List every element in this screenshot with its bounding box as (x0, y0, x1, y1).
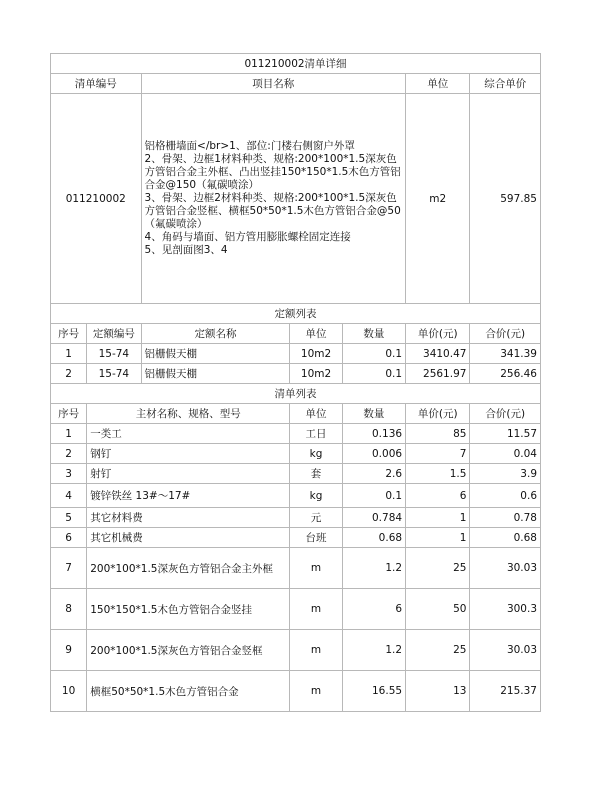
material-unit: kg (290, 444, 342, 464)
material-name: 射钉 (87, 464, 290, 484)
quota-unitprice: 3410.47 (406, 344, 470, 364)
material-unitprice: 6 (406, 484, 470, 508)
title-row (51, 54, 541, 74)
item-unit: m2 (406, 94, 470, 304)
material-index: 2 (51, 444, 87, 464)
material-name: 150*150*1.5木色方管铝合金竖挂 (87, 589, 290, 630)
material-total: 0.68 (470, 528, 541, 548)
quota-header-name: 定额名称 (141, 324, 290, 344)
material-unit: kg (290, 484, 342, 508)
material-index: 3 (51, 464, 87, 484)
quota-name: 铝栅假天棚 (141, 344, 290, 364)
material-index: 9 (51, 630, 87, 671)
table-row (51, 630, 541, 671)
quota-qty: 0.1 (342, 344, 405, 364)
material-index: 8 (51, 589, 87, 630)
quota-section-title: 定额列表 (51, 304, 541, 324)
material-index: 7 (51, 548, 87, 589)
material-unitprice: 13 (406, 671, 470, 712)
item-price: 597.85 (470, 94, 541, 304)
quota-code: 15-74 (87, 344, 141, 364)
material-unit: m (290, 548, 342, 589)
price-header: 综合单价 (470, 74, 541, 94)
quota-unitprice: 2561.97 (406, 364, 470, 384)
material-total: 0.78 (470, 508, 541, 528)
table-row (51, 464, 541, 484)
material-index: 6 (51, 528, 87, 548)
material-unitprice: 1 (406, 528, 470, 548)
quota-qty: 0.1 (342, 364, 405, 384)
material-section-title: 清单列表 (51, 384, 541, 404)
item-description (141, 94, 406, 304)
desc-line: 3、骨架、边框2材料种类、规格:200*100*1.5深灰色方管铝合金竖框、横框50*50*1.5木色方管铝合金@50（氟碳喷涂） (144, 192, 401, 230)
material-total: 30.03 (470, 548, 541, 589)
material-total: 0.04 (470, 444, 541, 464)
material-unit: m (290, 671, 342, 712)
material-header-total: 合价(元) (470, 404, 541, 424)
table-row (51, 444, 541, 464)
material-name: 钢钉 (87, 444, 290, 464)
bill-detail-table (50, 53, 541, 712)
material-total: 11.57 (470, 424, 541, 444)
quota-total: 341.39 (470, 344, 541, 364)
material-header-index: 序号 (51, 404, 87, 424)
material-unitprice: 1 (406, 508, 470, 528)
material-qty: 16.55 (342, 671, 405, 712)
table-row (51, 528, 541, 548)
quota-header-unit: 单位 (290, 324, 342, 344)
table-row (51, 484, 541, 508)
material-unitprice: 85 (406, 424, 470, 444)
table-row (51, 671, 541, 712)
material-unitprice: 7 (406, 444, 470, 464)
material-total: 0.6 (470, 484, 541, 508)
quota-header-qty: 数量 (342, 324, 405, 344)
material-qty: 6 (342, 589, 405, 630)
item-code: 011210002 (51, 94, 142, 304)
material-header-unitprice: 单价(元) (406, 404, 470, 424)
material-unit: 套 (290, 464, 342, 484)
header-row (51, 74, 541, 94)
material-index: 10 (51, 671, 87, 712)
material-qty: 0.136 (342, 424, 405, 444)
material-unit: m (290, 589, 342, 630)
desc-line: 铝格栅墙面</br>1、部位:门楼右侧窗户外罩 (144, 140, 355, 152)
material-header-qty: 数量 (342, 404, 405, 424)
quota-name: 铝栅假天棚 (141, 364, 290, 384)
material-unitprice: 25 (406, 630, 470, 671)
item-row (51, 94, 541, 304)
quota-header-code: 定额编号 (87, 324, 141, 344)
table-row (51, 364, 541, 384)
material-name: 一类工 (87, 424, 290, 444)
material-header-unit: 单位 (290, 404, 342, 424)
quota-section-title-row (51, 304, 541, 324)
material-unitprice: 1.5 (406, 464, 470, 484)
quota-header-index: 序号 (51, 324, 87, 344)
material-total: 215.37 (470, 671, 541, 712)
material-index: 1 (51, 424, 87, 444)
material-name: 其它机械费 (87, 528, 290, 548)
material-total: 3.9 (470, 464, 541, 484)
material-name: 200*100*1.5深灰色方管铝合金主外框 (87, 548, 290, 589)
name-header: 项目名称 (141, 74, 406, 94)
material-unit: 工日 (290, 424, 342, 444)
table-row (51, 424, 541, 444)
material-unit: m (290, 630, 342, 671)
quota-unit: 10m2 (290, 364, 342, 384)
quota-header-total: 合价(元) (470, 324, 541, 344)
unit-header: 单位 (406, 74, 470, 94)
material-index: 5 (51, 508, 87, 528)
material-name: 200*100*1.5深灰色方管铝合金竖框 (87, 630, 290, 671)
quota-header-unitprice: 单价(元) (406, 324, 470, 344)
table-row (51, 344, 541, 364)
material-qty: 0.1 (342, 484, 405, 508)
material-name: 其它材料费 (87, 508, 290, 528)
code-header: 清单编号 (51, 74, 142, 94)
material-index: 4 (51, 484, 87, 508)
quota-total: 256.46 (470, 364, 541, 384)
material-name: 横框50*50*1.5木色方管铝合金 (87, 671, 290, 712)
table-row (51, 589, 541, 630)
material-total: 300.3 (470, 589, 541, 630)
material-qty: 1.2 (342, 630, 405, 671)
desc-line: 5、见剖面图3、4 (144, 244, 228, 256)
quota-index: 1 (51, 344, 87, 364)
material-unit: 台班 (290, 528, 342, 548)
desc-line: 2、骨架、边框1材料种类、规格:200*100*1.5深灰色方管铝合金主外框、凸出竖挂150*150*1.5木色方管铝合金@150（氟碳喷涂） (144, 153, 401, 191)
material-total: 30.03 (470, 630, 541, 671)
quota-code: 15-74 (87, 364, 141, 384)
material-qty: 0.68 (342, 528, 405, 548)
material-unitprice: 25 (406, 548, 470, 589)
material-header-name: 主材名称、规格、型号 (87, 404, 290, 424)
material-section-title-row (51, 384, 541, 404)
table-row (51, 508, 541, 528)
material-name: 镀锌铁丝 13#～17# (87, 484, 290, 508)
quota-unit: 10m2 (290, 344, 342, 364)
table-row (51, 548, 541, 589)
material-qty: 0.784 (342, 508, 405, 528)
desc-line: 4、角码与墙面、铝方管用膨胀螺栓固定连接 (144, 231, 351, 243)
table-title: 011210002清单详细 (51, 54, 541, 74)
material-unit: 元 (290, 508, 342, 528)
quota-header-row (51, 324, 541, 344)
material-qty: 2.6 (342, 464, 405, 484)
material-qty: 0.006 (342, 444, 405, 464)
quota-index: 2 (51, 364, 87, 384)
material-unitprice: 50 (406, 589, 470, 630)
material-header-row (51, 404, 541, 424)
material-qty: 1.2 (342, 548, 405, 589)
